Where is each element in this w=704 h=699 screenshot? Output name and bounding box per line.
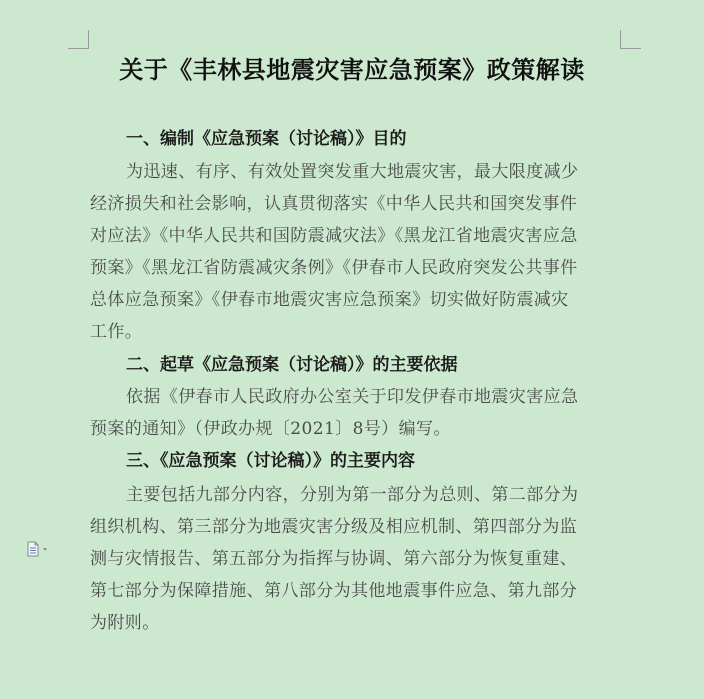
paragraph-line: 预案》《黑龙江省防震减灾条例》《伊春市人民政府突发公共事件 [90, 258, 578, 278]
paragraph-line: 依据《伊春市人民政府办公室关于印发伊春市地震灾害应急 [126, 387, 579, 407]
paragraph-line: 为迅速、有序、有效处置突发重大地震灾害，最大限度减少 [126, 162, 579, 182]
paragraph-line: 第七部分为保障措施、第八部分为其他地震事件应急、第九部分 [90, 581, 578, 601]
page-corner-mark-left [68, 30, 89, 49]
paragraph-line: 主要包括九部分内容，分别为第一部分为总则、第二部分为 [126, 485, 579, 505]
paragraph-line: 预案的通知》（伊政办规〔2021〕8号）编写。 [90, 419, 451, 439]
paragraph-line: 为附则。 [90, 613, 160, 633]
section-heading-1: 一、编制《应急预案（讨论稿）》目的 [126, 129, 407, 149]
paragraph-line: 经济损失和社会影响，认真贯彻落实《中华人民共和国突发事件 [90, 194, 578, 214]
page-title: 关于《丰林县地震灾害应急预案》政策解读 [119, 55, 585, 84]
section-heading-3: 三、《应急预案（讨论稿）》的主要内容 [126, 451, 415, 471]
paragraph-line: 测与灾情报告、第五部分为指挥与协调、第六部分为恢复重建、 [90, 549, 578, 569]
paragraph-line: 总体应急预案》《伊春市地震灾害应急预案》切实做好防震减灾 [90, 290, 569, 310]
paragraph-line: 组织机构、第三部分为地震灾害分级及相应机制、第四部分为监 [90, 517, 578, 537]
section-heading-2: 二、起草《应急预案（讨论稿）》的主要依据 [126, 355, 458, 375]
paragraph-line: 工作。 [90, 322, 143, 342]
paragraph-line: 对应法》《中华人民共和国防震减灾法》《黑龙江省地震灾害应急 [90, 226, 578, 246]
document-menu-icon[interactable] [26, 541, 50, 557]
page-corner-mark-right [620, 30, 641, 49]
